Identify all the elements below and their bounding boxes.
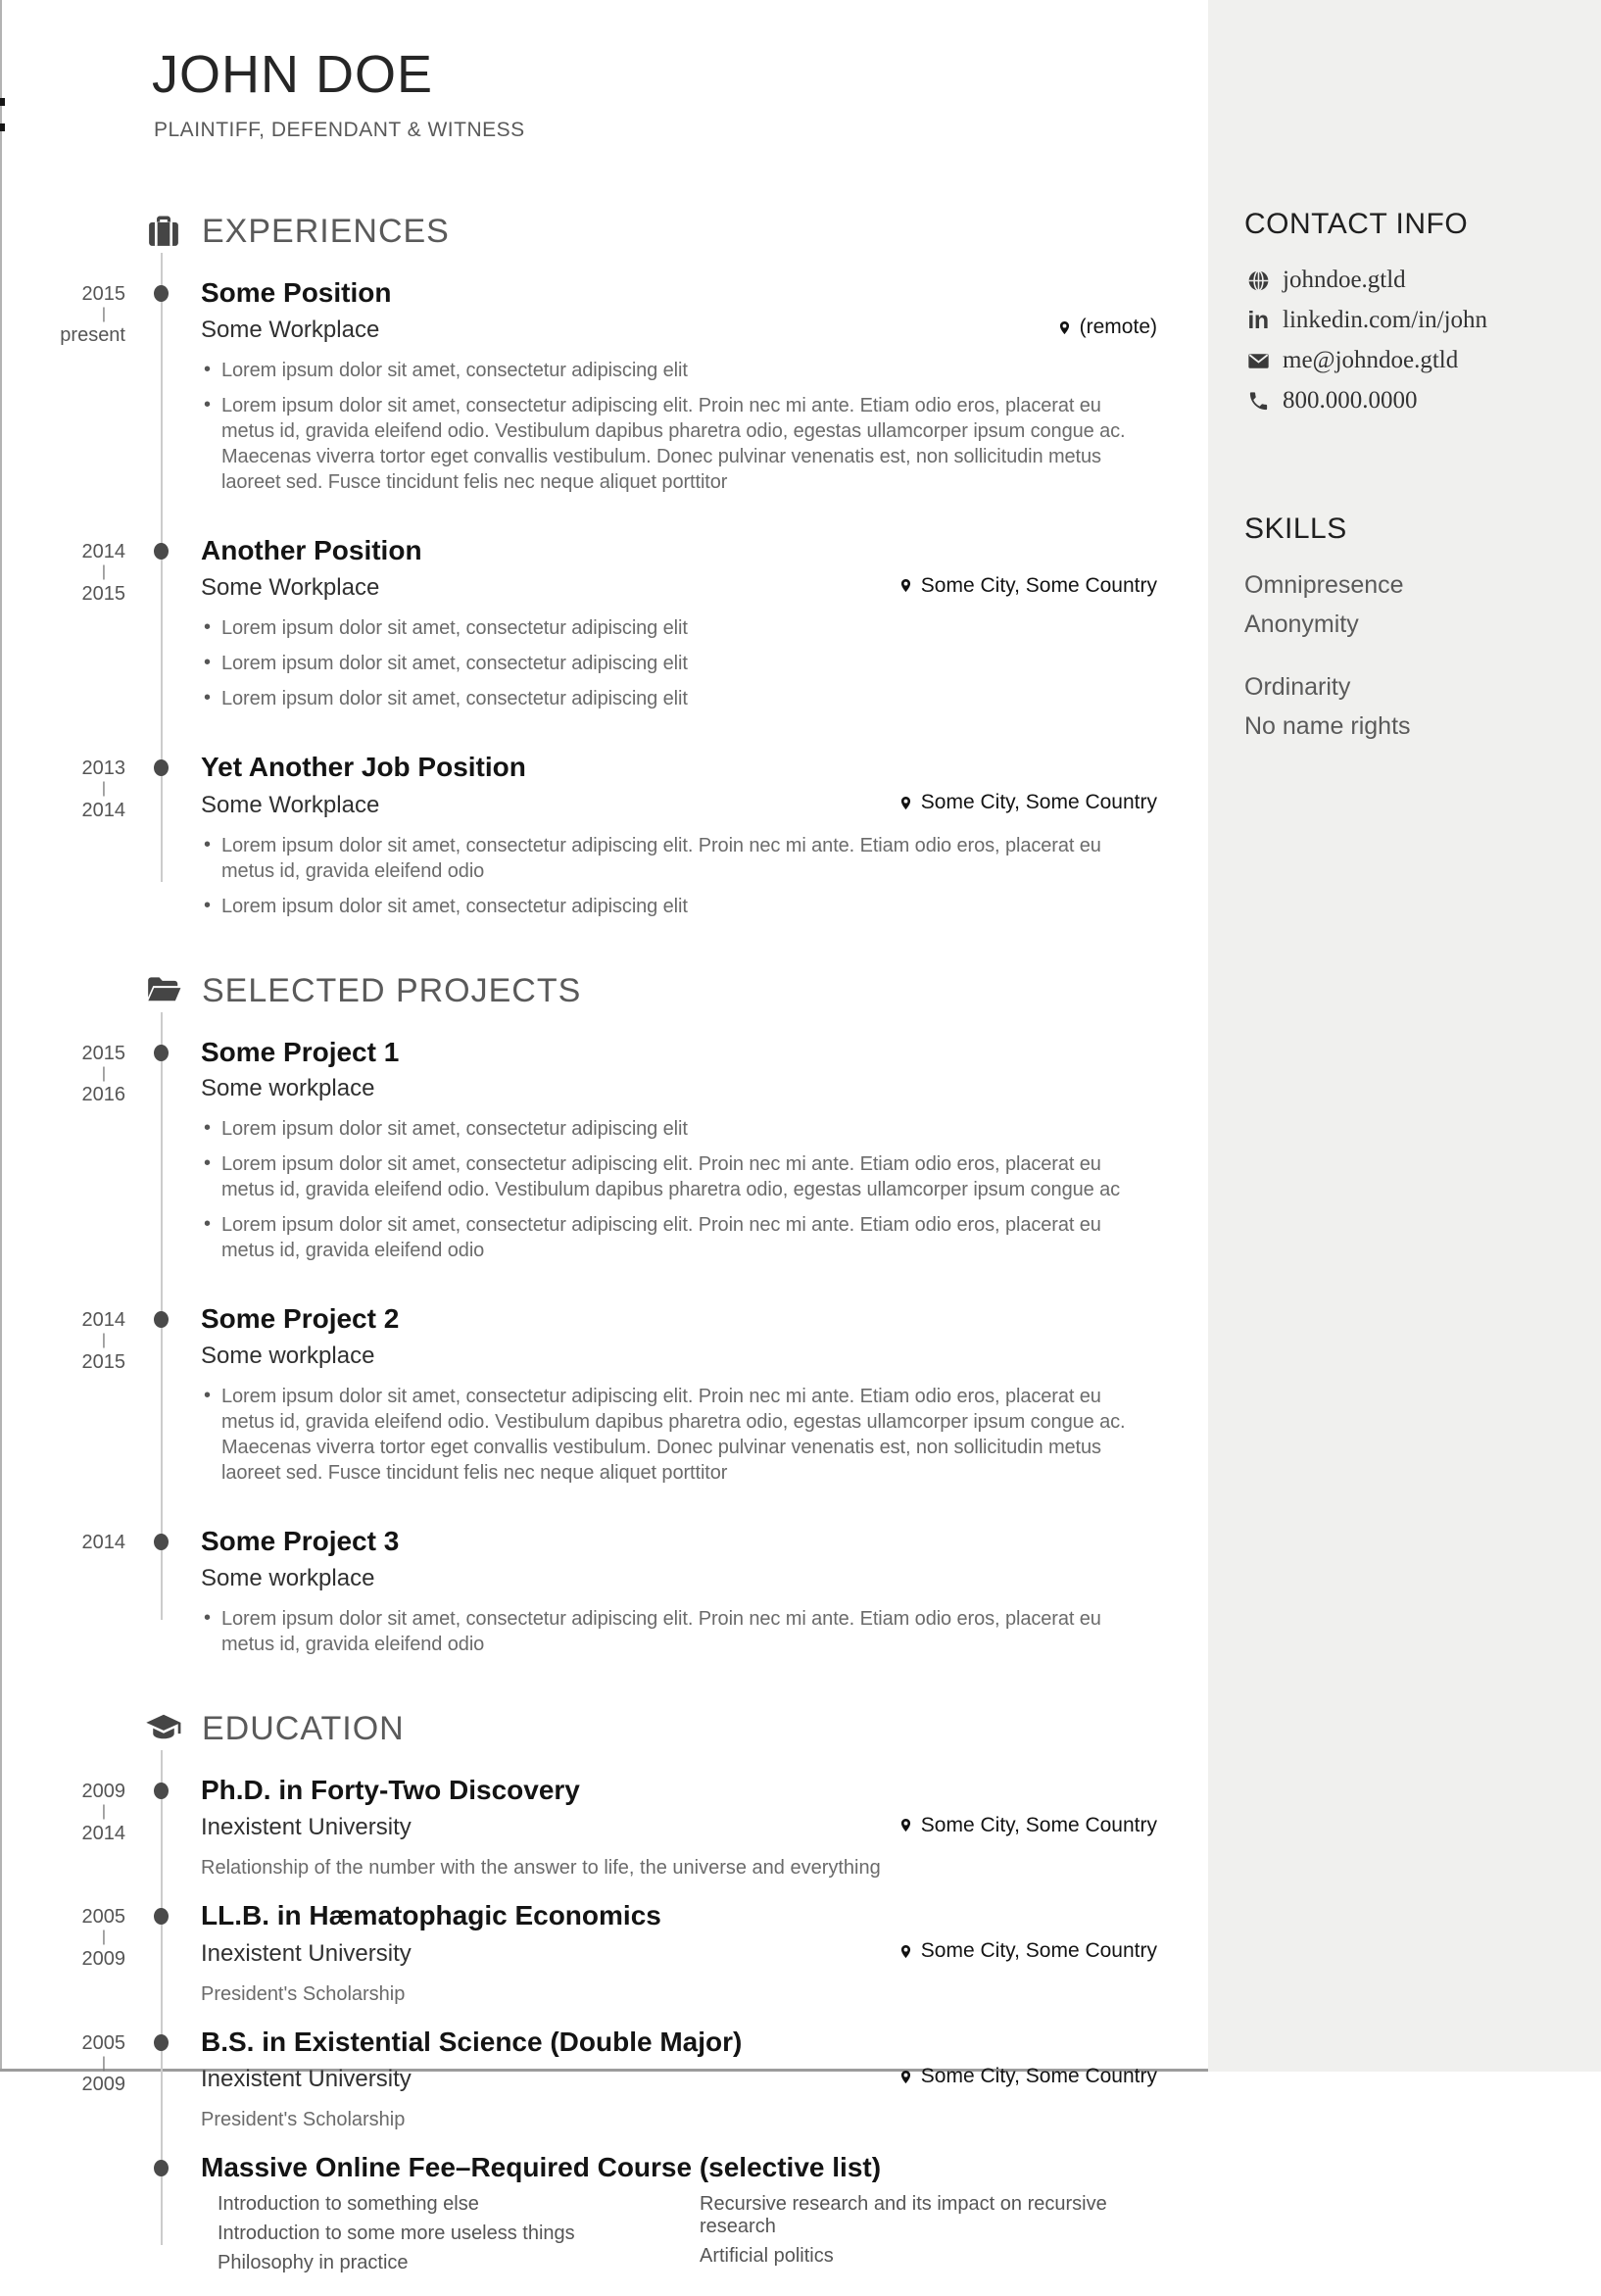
- bullet-item: • Lorem ipsum dolor sit amet, consectetur adipiscing elit. Proin nec mi ante. Etiam odio eros, placerat eu metus id, gravida eleifend odio: [201, 1212, 1157, 1263]
- timeline-entry: [0, 753, 1208, 918]
- entry-organization: Some Workplace: [201, 574, 380, 602]
- entry-dates: [0, 539, 125, 607]
- skill-group: [1244, 569, 1581, 640]
- timeline-dot: [154, 1045, 169, 1061]
- entry-org-row: [201, 791, 1157, 819]
- entry-dates: [0, 1779, 125, 1846]
- entry-location: [898, 1939, 1157, 1963]
- entry-org-row: [201, 1814, 1157, 1842]
- timeline-entry: [0, 1038, 1208, 1264]
- course-column: [218, 2193, 700, 2274]
- entry-organization: Some Workplace: [201, 316, 380, 343]
- skills-title: SKILLS: [1244, 513, 1347, 545]
- entry-org-row: [201, 316, 1157, 344]
- entry-content: [201, 2153, 1157, 2274]
- date-end: 2009: [81, 2074, 125, 2096]
- contact-text: linkedin.com/in/john: [1283, 307, 1488, 333]
- location-pin-icon: [1057, 318, 1072, 337]
- bullet-item: • Lorem ipsum dolor sit amet, consectetur adipiscing elit: [201, 894, 1157, 919]
- date-separator: |: [101, 1332, 106, 1349]
- location-pin-icon: [898, 2068, 913, 2086]
- section-experiences: [0, 213, 1208, 919]
- timeline-entry: [0, 278, 1208, 495]
- entry-bullets: [201, 833, 1157, 919]
- contact-text: me@johndoe.gtld: [1283, 347, 1459, 373]
- timeline-entry: [0, 2153, 1208, 2274]
- location-pin-icon: [898, 794, 913, 812]
- section-projects: [0, 972, 1208, 1657]
- contact-item[interactable]: [1244, 347, 1581, 374]
- entry-dates: [0, 1530, 125, 1555]
- bullet-item: • Lorem ipsum dolor sit amet, consectetur adipiscing elit. Proin nec mi ante. Etiam odio eros, placerat eu metus id, gravida eleifend odio. Vestibulum dapibus pharetra odio, egestas ullamcorper ipsum congue ac: [201, 1151, 1157, 1202]
- section-entries: [0, 278, 1208, 919]
- skills-block: [1244, 513, 1581, 742]
- location-text: (remote): [1079, 316, 1157, 339]
- contact-item[interactable]: [1244, 307, 1581, 334]
- location-text: Some City, Some Country: [920, 573, 1157, 597]
- entry-location: [898, 2065, 1157, 2088]
- entry-org-row: [201, 1939, 1157, 1968]
- entry-title: LL.B. in Hæmatophagic Economics: [201, 1900, 661, 1931]
- location-text: Some City, Some Country: [920, 1813, 1157, 1836]
- skill-item: Omnipresence: [1244, 571, 1404, 599]
- bullet-item: • Lorem ipsum dolor sit amet, consectetur adipiscing elit. Proin nec mi ante. Etiam odio eros, placerat eu metus id, gravida eleifend odio: [201, 1606, 1157, 1657]
- bullet-item: • Lorem ipsum dolor sit amet, consectetur adipiscing elit: [201, 615, 1157, 641]
- entry-org-row: [201, 1565, 1157, 1592]
- timeline-dot: [154, 543, 169, 560]
- entry-bullets: [201, 1384, 1157, 1486]
- skill-group: [1244, 671, 1581, 742]
- course-item: Recursive research and its impact on recursive research: [700, 2192, 1107, 2237]
- person-name: JOHN DOE: [152, 45, 434, 104]
- date-separator: |: [101, 780, 106, 798]
- section-entries: [0, 1038, 1208, 1657]
- timeline-dot: [154, 1908, 169, 1925]
- entry-location: [898, 1814, 1157, 1837]
- skill-item: Anonymity: [1244, 610, 1359, 638]
- date-start: 2009: [81, 1780, 125, 1802]
- entry-dates: [0, 1307, 125, 1375]
- entry-organization: Inexistent University: [201, 1814, 412, 1841]
- course-item: Introduction to some more useless things: [218, 2222, 575, 2244]
- entry-organization: Some Workplace: [201, 791, 380, 818]
- entry-organization: Inexistent University: [201, 1939, 412, 1967]
- entry-dates: [0, 2030, 125, 2098]
- entry-title: B.S. in Existential Science (Double Major): [201, 2026, 743, 2057]
- bullet-item: • Lorem ipsum dolor sit amet, consectetur adipiscing elit: [201, 686, 1157, 711]
- date-start: 2005: [81, 1906, 125, 1929]
- contact-text: johndoe.gtld: [1283, 267, 1406, 293]
- date-separator: |: [101, 1802, 106, 1820]
- entry-dates: [0, 281, 125, 349]
- entry-title: Yet Another Job Position: [201, 752, 526, 783]
- date-end: 2009: [81, 1948, 125, 1971]
- entry-note: President's Scholarship: [201, 2108, 406, 2130]
- timeline-dot: [154, 285, 169, 302]
- entry-content: [201, 278, 1157, 495]
- section-entries: [0, 1776, 1208, 2274]
- date-end: 2015: [81, 1351, 125, 1374]
- date-start: 2014: [81, 540, 125, 562]
- entry-content: [201, 2027, 1157, 2131]
- contact-list: [1244, 267, 1581, 415]
- section-header: [0, 972, 1208, 1010]
- graduation-cap-icon: [145, 1710, 182, 1747]
- date-end: 2014: [81, 800, 125, 822]
- entry-content: [201, 1038, 1157, 1264]
- entry-note: Relationship of the number with the answer to life, the universe and everything: [201, 1857, 881, 1880]
- skill-item: Ordinarity: [1244, 673, 1351, 701]
- date-start: 2014: [81, 1532, 125, 1554]
- entry-organization: Some workplace: [201, 1343, 375, 1370]
- entry-org-row: [201, 574, 1157, 603]
- location-pin-icon: [898, 1816, 913, 1834]
- contact-item[interactable]: [1244, 387, 1581, 415]
- date-start: 2014: [81, 1309, 125, 1332]
- date-separator: |: [101, 305, 106, 322]
- entry-content: [201, 536, 1157, 711]
- person-tagline: PLAINTIFF, DEFENDANT & WITNESS: [154, 118, 525, 141]
- location-pin-icon: [898, 576, 913, 595]
- date-end: 2014: [81, 1822, 125, 1844]
- entry-dates: [0, 756, 125, 823]
- date-end: 2016: [81, 1084, 125, 1106]
- location-text: Some City, Some Country: [920, 1939, 1157, 1963]
- location-pin-icon: [898, 1942, 913, 1961]
- bullet-item: • Lorem ipsum dolor sit amet, consectetur adipiscing elit: [201, 1116, 1157, 1142]
- entry-dates: [0, 1904, 125, 1972]
- entry-title: Ph.D. in Forty-Two Discovery: [201, 1774, 580, 1805]
- contact-item[interactable]: [1244, 267, 1581, 294]
- timeline-dot: [154, 2034, 169, 2051]
- bullet-item: • Lorem ipsum dolor sit amet, consectetur adipiscing elit. Proin nec mi ante. Etiam odio eros, placerat eu metus id, gravida eleifend odio. Vestibulum dapibus pharetra odio, egestas ullamcorper ipsum congue ac. Maecenas viverra tortor eget convallis vestibulum. Donec pulvinar venenatis est, non sollicitudin metus laoreet sed. Fusce tincidunt felis nec neque aliquet porttitor: [201, 393, 1157, 495]
- entry-organization: Some workplace: [201, 1564, 375, 1591]
- entry-location: [898, 791, 1157, 814]
- timeline-entry: [0, 1527, 1208, 1657]
- course-list: [201, 2193, 1157, 2274]
- linkedin-icon: in: [1247, 306, 1269, 334]
- entry-bullets: [201, 1116, 1157, 1263]
- globe-icon: [1244, 268, 1272, 293]
- entry-bullets: [201, 615, 1157, 711]
- date-separator: |: [101, 1064, 106, 1082]
- entry-title: Another Position: [201, 534, 422, 565]
- location-text: Some City, Some Country: [920, 2065, 1157, 2088]
- timeline-dot: [154, 1311, 169, 1328]
- entry-dates: [0, 1041, 125, 1108]
- bullet-item: • Lorem ipsum dolor sit amet, consectetur adipiscing elit. Proin nec mi ante. Etiam odio eros, placerat eu metus id, gravida eleifend odio. Vestibulum dapibus pharetra odio, egestas ullamcorper ipsum congue ac. Maecenas viverra tortor eget convallis vestibulum. Donec pulvinar venenatis est, non sollicitudin metus laoreet sed. Fusce tincidunt felis nec neque aliquet porttitor: [201, 1384, 1157, 1486]
- course-item: Philosophy in practice: [218, 2251, 409, 2273]
- timeline-entry: [0, 1304, 1208, 1486]
- bullet-item: • Lorem ipsum dolor sit amet, consectetur adipiscing elit: [201, 651, 1157, 676]
- briefcase-icon: [145, 213, 182, 250]
- entry-content: [201, 753, 1157, 918]
- section-header: [0, 213, 1208, 251]
- date-separator: |: [101, 562, 106, 580]
- entry-bullets: [201, 358, 1157, 495]
- timeline-dot: [154, 1534, 169, 1550]
- entry-org-row: [201, 1343, 1157, 1370]
- sidebar: [1208, 0, 1601, 2072]
- bullet-item: • Lorem ipsum dolor sit amet, consectetur adipiscing elit: [201, 358, 1157, 383]
- contact-text: 800.000.0000: [1283, 387, 1418, 414]
- course-item: Introduction to something else: [218, 2192, 479, 2215]
- timeline-dot: [154, 1783, 169, 1799]
- contact-info-title: CONTACT INFO: [1244, 208, 1469, 240]
- entry-title: Some Project 2: [201, 1303, 400, 1335]
- date-start: 2015: [81, 1042, 125, 1064]
- entry-title: Some Position: [201, 276, 392, 308]
- section-title: EDUCATION: [202, 1709, 405, 1747]
- entry-note: President's Scholarship: [201, 1982, 406, 2005]
- entry-title: Some Project 3: [201, 1526, 400, 1557]
- course-column: [700, 2193, 1157, 2274]
- entry-org-row: [201, 1075, 1157, 1102]
- entry-location: [1057, 316, 1157, 339]
- date-start: 2013: [81, 757, 125, 780]
- course-item: Artificial politics: [700, 2244, 834, 2267]
- section-header: [0, 1710, 1208, 1748]
- section-title: EXPERIENCES: [202, 212, 450, 250]
- entry-organization: Some workplace: [201, 1075, 375, 1102]
- section-title: SELECTED PROJECTS: [202, 971, 582, 1009]
- sections: [0, 213, 1208, 2274]
- timeline-dot: [154, 759, 169, 776]
- email-icon: [1244, 348, 1272, 373]
- entry-content: [201, 1901, 1157, 2005]
- section-education: [0, 1710, 1208, 2274]
- bullet-item: • Lorem ipsum dolor sit amet, consectetur adipiscing elit. Proin nec mi ante. Etiam odio eros, placerat eu metus id, gravida eleifend odio: [201, 833, 1157, 884]
- date-separator: |: [101, 2054, 106, 2072]
- location-text: Some City, Some Country: [920, 791, 1157, 814]
- entry-bullets: [201, 1606, 1157, 1657]
- entry-title: Massive Online Fee–Required Course (selective list): [201, 2151, 882, 2182]
- date-separator: |: [101, 1929, 106, 1946]
- timeline-entry: [0, 536, 1208, 711]
- timeline-entry: [0, 1776, 1208, 1880]
- entry-content: [201, 1776, 1157, 1880]
- date-start: 2005: [81, 2031, 125, 2054]
- entry-content: [201, 1304, 1157, 1486]
- entry-org-row: [201, 2065, 1157, 2093]
- date-end: 2015: [81, 582, 125, 605]
- entry-title: Some Project 1: [201, 1036, 400, 1067]
- timeline-dot: [154, 2160, 169, 2176]
- entry-organization: Inexistent University: [201, 2065, 412, 2092]
- skill-item: No name rights: [1244, 711, 1411, 740]
- skills-list: [1244, 569, 1581, 742]
- folder-icon: [145, 972, 182, 1009]
- timeline-entry: [0, 2027, 1208, 2131]
- timeline-entry: [0, 1901, 1208, 2005]
- phone-icon: [1244, 388, 1272, 414]
- date-start: 2015: [81, 282, 125, 305]
- date-end: present: [60, 324, 125, 347]
- entry-location: [898, 574, 1157, 598]
- entry-content: [201, 1527, 1157, 1657]
